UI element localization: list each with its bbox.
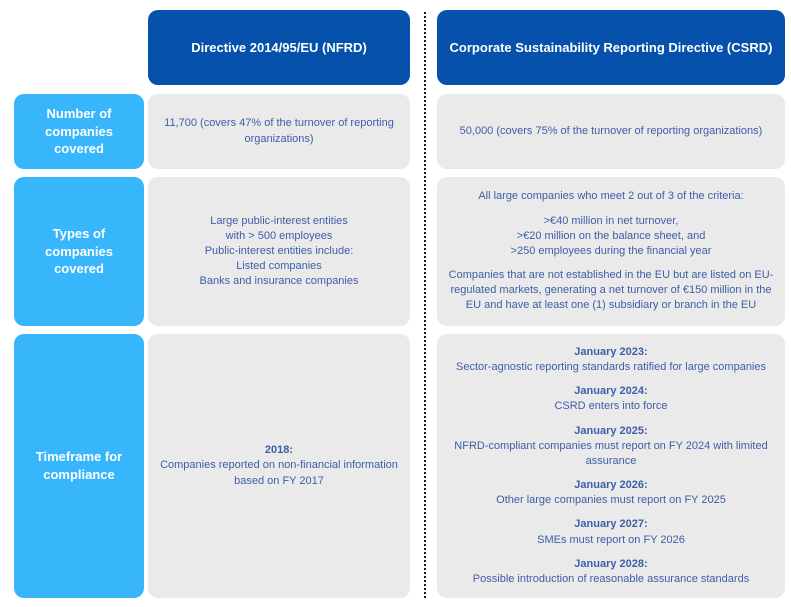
- csrd-cell: [437, 94, 785, 169]
- nfrd-cell: [148, 334, 410, 598]
- cell-paragraph: January 2026: Other large companies must report on FY 2025: [496, 479, 726, 507]
- cell-paragraph: Large public-interest entities with > 500 employees Public-interest entities include: Listed companies Banks and insurance companies: [199, 214, 359, 288]
- cell-paragraph: January 2027: SMEs must report on FY 2026: [537, 518, 685, 546]
- cell-paragraph: 50,000 (covers 75% of the turnover of reporting organizations): [459, 124, 763, 137]
- paragraph-heading: January 2026:: [574, 479, 648, 492]
- cell-paragraph: January 2028: Possible introduction of reasonable assurance standards: [472, 557, 750, 585]
- row-label: Types of companies covered: [14, 177, 144, 326]
- table-row: [14, 177, 785, 326]
- table-row: [14, 94, 785, 169]
- cell-paragraph: January 2024: CSRD enters into force: [554, 385, 668, 413]
- column-gap: [410, 10, 437, 85]
- paragraph-heading: January 2024:: [574, 385, 648, 398]
- nfrd-column-header: Directive 2014/95/EU (NFRD): [148, 10, 410, 85]
- csrd-cell: [437, 177, 785, 326]
- column-gap: [410, 177, 437, 326]
- paragraph-heading: 2018:: [264, 444, 294, 457]
- rows-host: [14, 94, 785, 598]
- csrd-column-header: Corporate Sustainability Reporting Directive (CSRD): [437, 10, 785, 85]
- cell-paragraph: January 2025: NFRD-compliant companies must report on FY 2024 with limited assurance: [447, 424, 775, 470]
- nfrd-cell: [148, 177, 410, 326]
- header-spacer: [14, 10, 144, 85]
- cell-paragraph: >€40 million in net turnover, >€20 million on the balance sheet, and >250 employees during the financial year: [510, 214, 712, 257]
- paragraph-heading: January 2027:: [574, 518, 648, 531]
- table-row: [14, 334, 785, 598]
- paragraph-heading: January 2028:: [574, 557, 648, 570]
- comparison-table: [14, 10, 785, 606]
- row-label: Number of companies covered: [14, 94, 144, 169]
- row-label: Timeframe for compliance: [14, 334, 144, 598]
- cell-paragraph: January 2023: Sector-agnostic reporting standards ratified for large companies: [456, 345, 766, 374]
- column-gap: [410, 94, 437, 169]
- nfrd-cell: [148, 94, 410, 169]
- paragraph-heading: January 2023:: [574, 345, 648, 358]
- cell-paragraph: 2018: Companies reported on non-financial information based on FY 2017: [158, 443, 400, 489]
- cell-paragraph: Companies that are not established in the EU but are listed on EU-regulated markets, generating a net turnover of €150 million in the EU and have at least one (1) subsidiary or branch in the EU: [448, 269, 774, 312]
- paragraph-heading: January 2025:: [574, 424, 648, 437]
- cell-paragraph: 11,700 (covers 47% of the turnover of reporting organizations): [164, 117, 394, 145]
- header-row: [14, 10, 785, 85]
- cell-paragraph: All large companies who meet 2 out of 3 of the criteria:: [478, 190, 744, 203]
- column-gap: [410, 334, 437, 598]
- csrd-cell: [437, 334, 785, 598]
